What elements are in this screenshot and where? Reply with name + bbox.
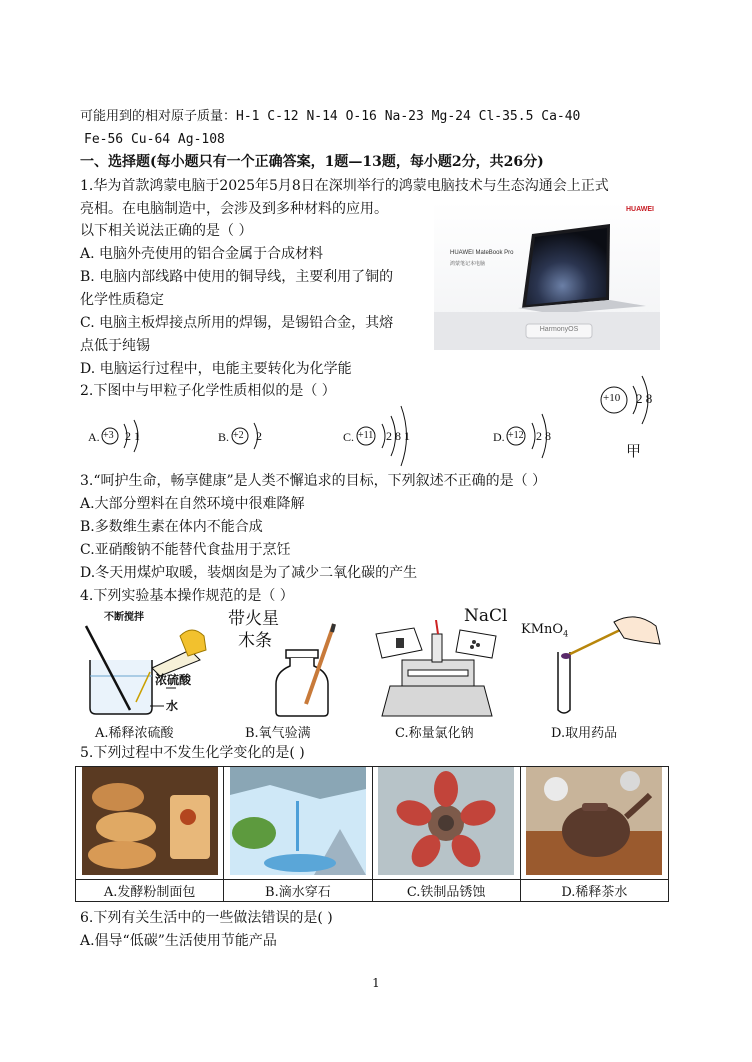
q3-option-c: C.亚硝酸钠不能替代食盐用于烹饪 (80, 542, 291, 558)
q3-option-a: A.大部分塑料在自然环境中很难降解 (80, 496, 305, 512)
label-water: 水 (166, 699, 179, 713)
label-kmno4: KMnO$_4$ (521, 622, 569, 639)
q5-table (75, 766, 669, 902)
atom-jia-nucleus: +10 (603, 392, 621, 404)
atom-a-nucleus: +3 (103, 430, 114, 441)
label-nacl: NaCl (464, 606, 508, 626)
harmonyos-badge: HarmonyOS (539, 326, 579, 333)
page-number: 1 (372, 976, 380, 990)
rusted-iron-image (378, 767, 514, 875)
atomic-masses-line1: 可能用到的相对原子质量：H-1 C-12 N-14 O-16 Na-23 Mg-24 Cl-35.5 Ca-40 (80, 109, 581, 124)
q1-option-b-line1: B. 电脑内部线路中使用的铜导线，主要利用了铜的 (80, 269, 394, 285)
q1-stem-line1: 1.华为首款鸿蒙电脑于2025年5月8日在深圳举行的鸿蒙电脑技术与生态沟通会上正式 (80, 178, 609, 194)
atom-b-nucleus: +2 (233, 430, 244, 441)
atom-jia-shells: 2 8 (636, 391, 653, 406)
q4-caption-c: C.称量氯化钠 (395, 726, 474, 741)
q1-stem-line2: 亮相。在电脑制造中，会涉及到多种材料的应用。 (80, 201, 388, 217)
atom-a-shells: 2 1 (125, 429, 140, 443)
bread-image (82, 767, 218, 875)
atom-c-shells: 2 8 1 (386, 429, 410, 443)
atom-c-label: C. (343, 430, 355, 444)
q1-stem-line3: 以下相关说法正确的是（ ） (80, 223, 253, 239)
label-stick: 木条 (238, 631, 272, 651)
q5-caption-c: C.铁制品锈蚀 (372, 880, 520, 902)
q3-option-d: D.冬天用煤炉取暖，装烟囱是为了减少二氧化碳的产生 (80, 565, 418, 581)
q4-stem: 4.下列实验基本操作规范的是（ ） (80, 588, 294, 604)
atom-b-shells: 2 (256, 429, 262, 443)
laptop-model: HUAWEI MateBook Pro (450, 250, 514, 256)
atom-a-label: A. (88, 430, 100, 444)
label-stir: 不断搅拌 (104, 612, 144, 623)
q5-caption-a: A.发酵粉制面包 (76, 880, 224, 902)
q6-option-a: A.倡导“低碳”生活使用节能产品 (80, 933, 277, 949)
q5-caption-b: B.滴水穿石 (224, 880, 372, 902)
atom-c-nucleus: +11 (358, 430, 374, 441)
atom-d-nucleus: +12 (508, 430, 524, 441)
laptop-image (434, 202, 660, 350)
q1-option-a: A. 电脑外壳使用的铝合金属于合成材料 (80, 246, 324, 262)
reagent-diagram (540, 608, 666, 718)
q5-caption-d: D.稀释茶水 (520, 880, 668, 902)
atom-jia-diagram (598, 372, 662, 436)
atomic-masses-line2: Fe-56 Cu-64 Ag-108 (84, 132, 225, 147)
dilute-acid-diagram (80, 610, 210, 718)
dripping-water-image (230, 767, 366, 875)
atom-jia-name: 甲 (626, 444, 642, 460)
q6-stem: 6.下列有关生活中的一些做法错误的是( ) (80, 910, 333, 926)
q3-stem: 3.“呵护生命，畅享健康”是人类不懈追求的目标，下列叙述不正确的是（ ） (80, 473, 547, 489)
q1-option-c-line2: 点低于纯锡 (80, 338, 150, 354)
balance-diagram (374, 620, 500, 718)
q5-image-cell-a (76, 767, 224, 880)
q4-caption-b: B.氧气验满 (245, 726, 311, 741)
q2-stem: 2.下图中与甲粒子化学性质相似的是（ ） (80, 383, 336, 399)
laptop-subtitle: 鸿蒙笔记本电脑 (450, 261, 486, 267)
q5-image-cell-b (224, 767, 372, 880)
atom-d-shells: 2 8 (536, 429, 551, 443)
q4-caption-a: A.稀释浓硫酸 (95, 726, 174, 741)
q1-option-d: D. 电脑运行过程中，电能主要转化为化学能 (80, 361, 352, 377)
atom-d-label: D. (493, 430, 505, 444)
huawei-logo: HUAWEI (626, 206, 654, 213)
q1-option-c-line1: C. 电脑主板焊接点所用的焊锡，是锡铅合金，其熔 (80, 315, 394, 331)
label-glowing: 带火星 (228, 609, 279, 629)
oxygen-check-diagram (270, 620, 350, 718)
q5-image-cell-d (520, 767, 668, 880)
section-title: 一、选择题(每小题只有一个正确答案，1题—13题，每小题2分，共26分) (80, 154, 544, 170)
q3-option-b: B.多数维生素在体内不能合成 (80, 519, 263, 535)
q4-caption-d: D.取用药品 (551, 726, 618, 741)
q5-image-cell-c (372, 767, 520, 880)
q5-stem: 5.下列过程中不发生化学变化的是( ) (80, 745, 305, 761)
tea-image (526, 767, 662, 875)
label-conc-acid: 浓硫酸 (155, 673, 192, 687)
atom-b-label: B. (218, 430, 230, 444)
q1-option-b-line2: 化学性质稳定 (80, 292, 164, 308)
